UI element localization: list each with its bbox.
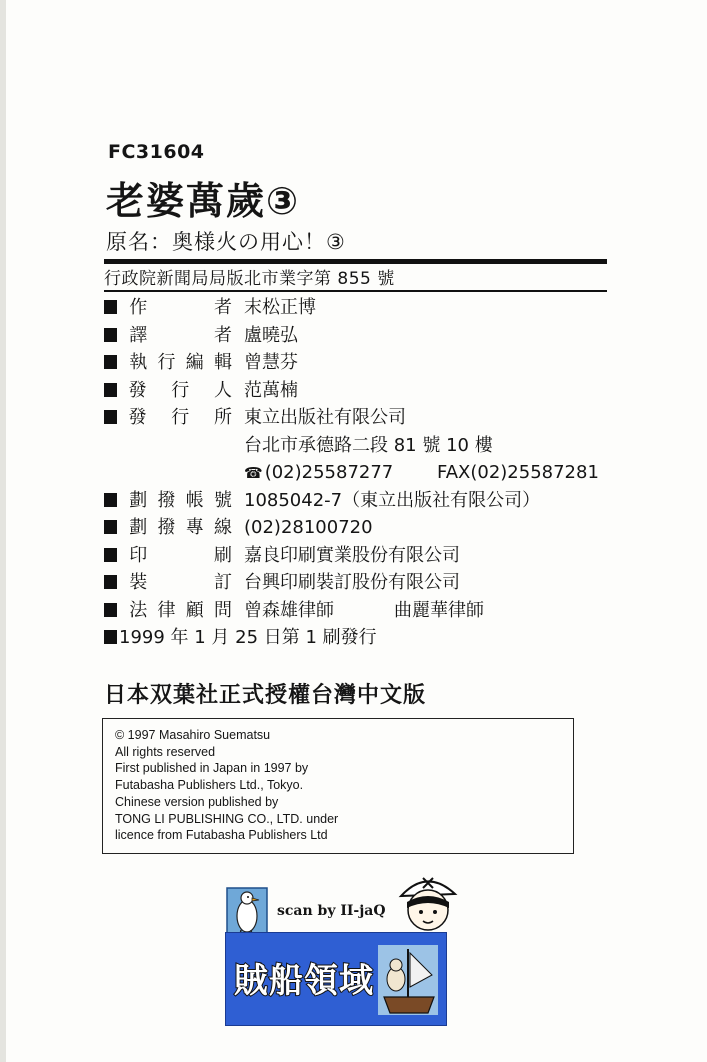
scan-credit: scan by II-jaQ <box>277 903 386 919</box>
credit-label: 執行編輯 <box>104 349 232 376</box>
credit-label: 法律顧問 <box>104 597 232 624</box>
credit-label: 譯 者 <box>104 322 232 349</box>
credit-row-binder <box>104 569 624 597</box>
book-title: 老婆萬歲③ <box>106 179 301 223</box>
publisher-address-row <box>104 432 624 460</box>
credit-label: 作 者 <box>104 294 232 321</box>
bullet-square-icon <box>104 328 117 342</box>
credit-label: 發 行 所 <box>104 404 232 431</box>
bullet-square-icon <box>104 603 117 617</box>
bullet-square-icon <box>104 493 117 507</box>
authorization-notice: 日本双葉社正式授權台灣中文版 <box>104 683 427 708</box>
original-title: 原名：奥様火の用心！③ <box>106 230 346 254</box>
printer-name: 嘉良印刷實業股份有限公司 <box>244 544 460 566</box>
edition-date: 1999 年 1 月 25 日第 1 刷發行 <box>104 624 377 651</box>
bullet-square-icon <box>104 355 117 369</box>
publisher-address: 台北市承德路二段 81 號 10 樓 <box>244 434 493 456</box>
scan-group-banner <box>225 932 447 1026</box>
book-code: FC31604 <box>108 141 205 163</box>
credit-row-postal-line <box>104 514 624 542</box>
credit-row-edition <box>104 624 624 652</box>
lawyer-2: 曲麗華律師 <box>394 599 484 621</box>
publisher-phone: ☎ (02)25587277 <box>244 462 394 483</box>
translator-name: 盧曉弘 <box>244 324 298 346</box>
publisher-contact-row <box>104 459 624 487</box>
postal-account: 1085042-7（東立出版社有限公司） <box>244 489 541 511</box>
license-number: 行政院新聞局局版北市業字第 855 號 <box>104 269 395 289</box>
copyright-line: licence from Futabasha Publishers Ltd <box>115 828 328 843</box>
copyright-line: TONG LI PUBLISHING CO., LTD. under <box>115 811 339 826</box>
scan-credit-logo <box>225 860 455 1030</box>
banner-title: 賊船領域 <box>234 961 374 1001</box>
credit-label: 劃撥專線 <box>104 514 232 541</box>
postal-line: (02)28100720 <box>244 517 373 538</box>
credit-label: 發 行 人 <box>104 377 232 404</box>
author-name: 末松正博 <box>244 297 316 318</box>
bullet-square-icon <box>104 300 117 314</box>
copyright-line: All rights reserved <box>115 744 216 759</box>
credit-label: 劃撥帳號 <box>104 487 232 514</box>
credit-row-editor <box>104 349 624 377</box>
credit-label: 裝 訂 <box>104 569 232 596</box>
bullet-square-icon <box>104 520 117 534</box>
lawyer-1: 曾森雄律師 <box>244 599 334 621</box>
bullet-square-icon <box>104 383 117 397</box>
credit-row-postal-account <box>104 487 624 515</box>
copyright-lines <box>115 727 338 844</box>
publisher-fax: FAX(02)25587281 <box>437 462 599 483</box>
credit-row-printer <box>104 542 624 570</box>
credit-label: 印 刷 <box>104 542 232 569</box>
license-divider <box>104 290 607 292</box>
pirate-character-icon <box>393 868 463 940</box>
binder-name: 台興印刷裝訂股份有限公司 <box>244 572 460 593</box>
copyright-line: First published in Japan in 1997 by <box>115 761 309 776</box>
credit-row-publisher <box>104 404 624 432</box>
ship-icon <box>374 935 444 1021</box>
copyright-line: Futabasha Publishers Ltd., Tokyo. <box>115 778 304 793</box>
credit-row-translator <box>104 322 624 350</box>
copyright-line: © 1997 Masahiro Suematsu <box>115 728 271 742</box>
copyright-line: Chinese version published by <box>115 794 279 809</box>
credit-row-author <box>104 294 624 322</box>
editor-name: 曾慧芬 <box>244 352 298 373</box>
bullet-square-icon <box>104 548 117 562</box>
telephone-icon: ☎ <box>244 464 263 482</box>
page-edge <box>0 0 6 1062</box>
bullet-square-icon <box>104 575 117 589</box>
credits-list <box>104 294 624 652</box>
credit-row-legal <box>104 597 624 625</box>
bullet-square-icon <box>104 410 117 424</box>
publisher-name: 東立出版社有限公司 <box>244 407 406 428</box>
copyright-box <box>102 718 574 854</box>
bullet-square-icon <box>104 630 117 644</box>
publisher-person-name: 范萬楠 <box>244 379 298 401</box>
credit-row-publisher-person <box>104 377 624 405</box>
